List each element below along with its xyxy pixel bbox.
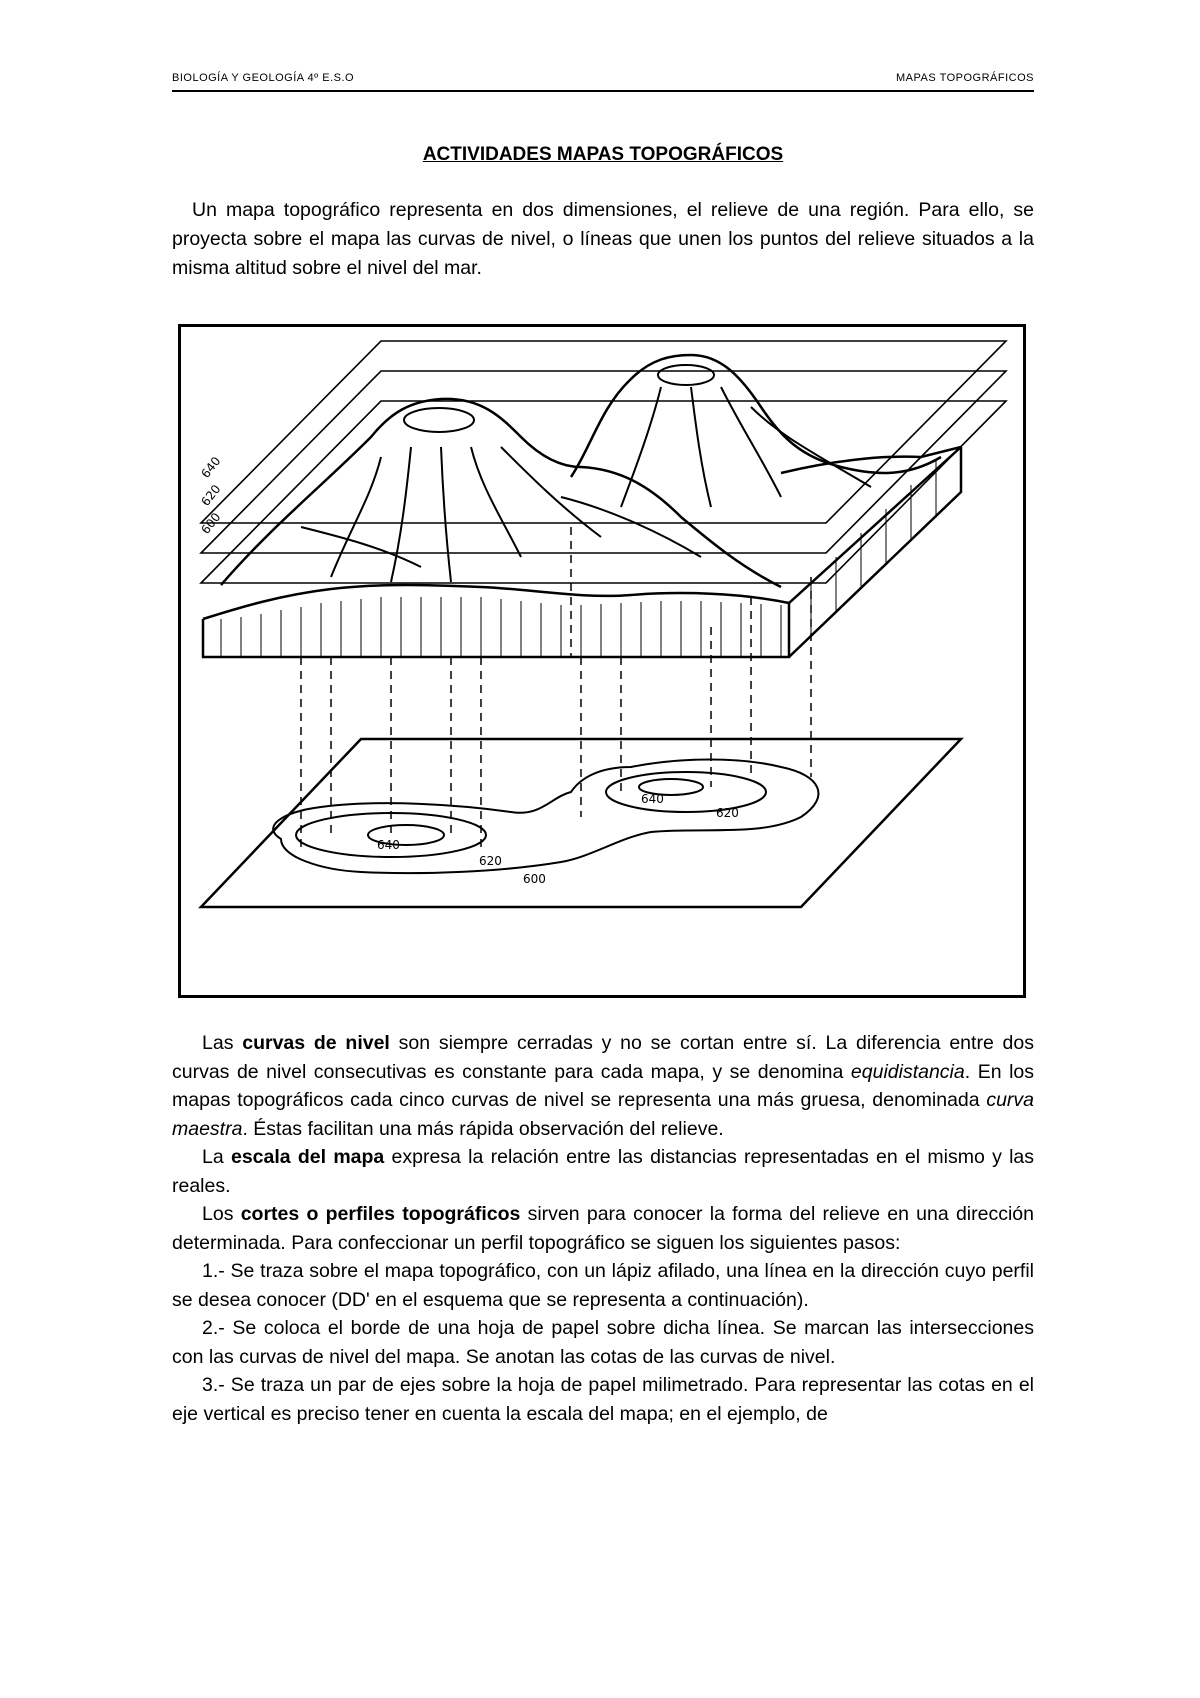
plane-label-600: 600 bbox=[198, 510, 224, 537]
intro-paragraph: Un mapa topográfico representa en dos dimensiones, el relieve de una región. Para ello, se proyecta sobre el mapa las curvas de nivel, o líneas que unen los puntos del relieve situados a la misma altitud sobre el nivel del mar. bbox=[172, 199, 1034, 279]
map-label-600: 600 bbox=[523, 872, 546, 886]
paragraph-map-scale: La escala del mapa expresa la relación entre las distancias representadas en el mismo y las reales. bbox=[172, 1146, 1035, 1197]
base-map-plane bbox=[201, 739, 961, 907]
body-text bbox=[172, 1029, 1034, 1428]
map-label-640-left: 640 bbox=[377, 838, 400, 852]
plane-label-620: 620 bbox=[198, 482, 224, 509]
plane-label-640: 640 bbox=[198, 454, 224, 481]
left-summit bbox=[404, 408, 474, 432]
paragraph-profiles: Los cortes o perfiles topográficos sirven para conocer la forma del relieve en una dirección determinada. Para confeccionar un perfil topográfico se siguen los siguientes pasos: bbox=[172, 1203, 1034, 1254]
contour-620-right bbox=[606, 772, 766, 812]
header-topic: MAPAS TOPOGRÁFICOS bbox=[896, 72, 1034, 84]
map-label-620-left: 620 bbox=[479, 854, 502, 868]
right-mountain bbox=[571, 355, 941, 477]
right-summit bbox=[658, 365, 714, 385]
paragraph-contour-lines: Las curvas de nivel son siempre cerradas y no se cortan entre sí. La diferencia entre dos curvas de nivel consecutivas es constante para cada mapa, y se denomina equidistancia. En los mapas topográficos cada cinco curvas de nivel se representa una más gruesa, denominada curva maestra. Éstas facilitan una más rápida observación del relieve. bbox=[172, 1032, 1035, 1140]
map-label-640-right: 640 bbox=[641, 792, 664, 806]
topographic-illustration bbox=[181, 327, 1023, 995]
step-3: 3.- Se traza un par de ejes sobre la hoja de papel milimetrado. Para representar las cotas en el eje vertical es preciso tener en cuenta la escala del mapa; en el ejemplo, de bbox=[172, 1374, 1034, 1425]
page-title: ACTIVIDADES MAPAS TOPOGRÁFICOS bbox=[422, 144, 784, 165]
step-2: 2.- Se coloca el borde de una hoja de papel sobre dicha línea. Se marcan las intersecciones con las curvas de nivel del mapa. Se anotan las cotas de las curvas de nivel. bbox=[172, 1317, 1034, 1368]
step-1: 1.- Se traza sobre el mapa topográfico, con un lápiz afilado, una línea en la dirección cuyo perfil se desea conocer (DD' en el esquema que se representa a continuación). bbox=[172, 1260, 1034, 1311]
running-header bbox=[172, 72, 1034, 92]
topographic-figure bbox=[178, 324, 1026, 998]
header-subject: BIOLOGÍA Y GEOLOGÍA 4º E.S.O bbox=[172, 72, 355, 84]
terrain-side-face bbox=[789, 447, 961, 657]
map-label-620-right: 620 bbox=[716, 806, 739, 820]
